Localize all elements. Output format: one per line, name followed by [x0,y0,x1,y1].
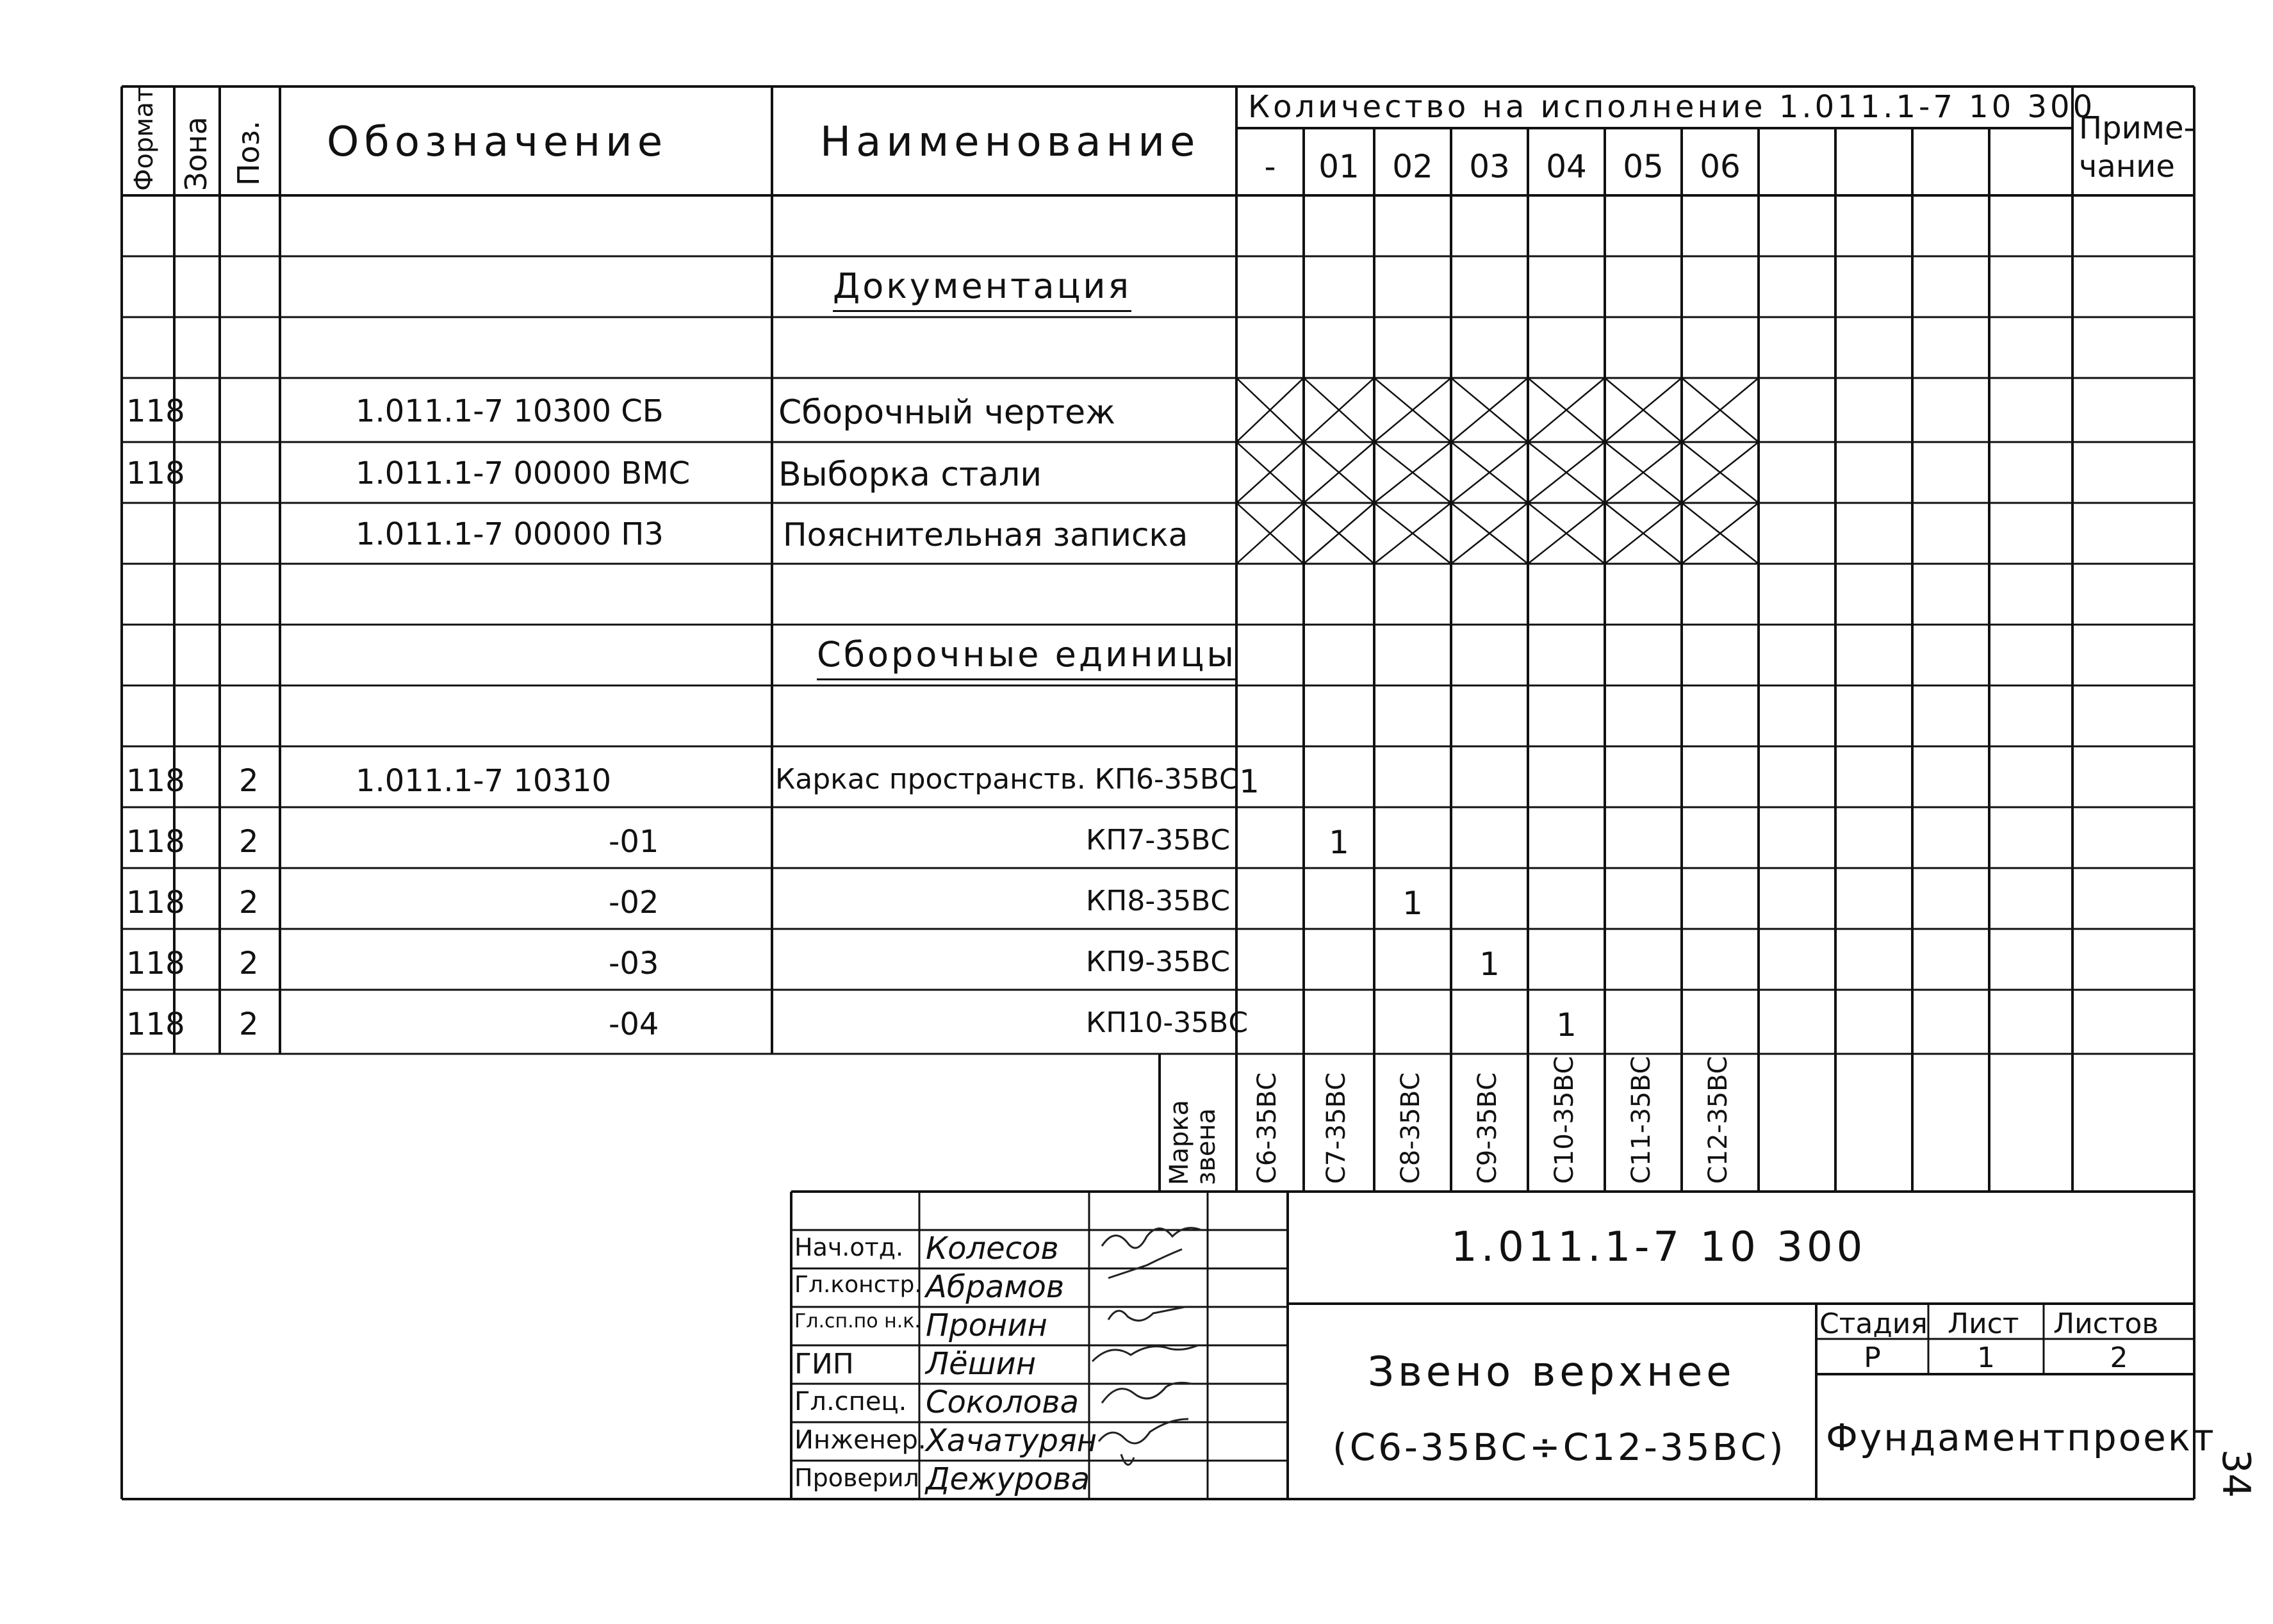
person-name: Лёшин [926,1346,1037,1382]
person-name: Хачатурян [926,1423,1097,1459]
row-format: 118 [126,824,185,860]
row-qty: 1 [1479,946,1500,983]
header-qty-title: Количество на исполнение 1.011.1-7 10 300 [1248,89,2096,125]
row-designation: 1.011.1-7 00000 ВМС [356,455,691,491]
mark-item: С11-35ВС [1627,1056,1656,1184]
section-units-title: Сборочные единицы [817,637,1236,680]
title-line-2: (С6-35ВС÷С12-35ВС) [1333,1425,1786,1469]
sheet-label: Лист [1948,1308,2019,1340]
row-format: 118 [126,885,185,921]
variant-header: 03 [1469,148,1510,185]
row-designation: -04 [609,1006,659,1042]
variant-header: 02 [1392,148,1433,185]
mark-item: С12-35ВС [1703,1056,1733,1184]
sheets-value: 2 [2110,1341,2128,1374]
header-name: Наименование [820,119,1201,166]
variant-header: - [1264,148,1276,185]
person-name: Колесов [926,1231,1059,1267]
person-role: ГИП [794,1348,854,1381]
row-pos: 2 [239,885,259,921]
person-name: Абрамов [926,1269,1065,1305]
header-note: Приме- чание [2079,110,2195,185]
header-designation: Обозначение [327,119,668,166]
mark-item: С10-35ВС [1550,1056,1579,1184]
organization-name: Фундаментпроект [1826,1416,2216,1459]
section-docs-title: Документация [833,269,1131,312]
mark-item: С6-35ВС [1252,1072,1282,1184]
person-role: Нач.отд. [794,1233,904,1261]
row-name: Выборка стали [778,455,1042,494]
header-format: Формат [129,86,159,191]
person-name: Пронин [926,1308,1047,1343]
row-name: КП8-35ВС [1086,885,1231,917]
person-name: Соколова [926,1384,1079,1420]
title-line-1: Звено верхнее [1368,1349,1736,1396]
person-role: Гл.констр. [794,1272,922,1298]
row-pos: 2 [239,946,259,981]
person-role: Гл.сп.по н.к. [794,1310,921,1333]
person-role: Инженер. [794,1425,926,1455]
row-name: Каркас пространств. КП6-35ВС [775,763,1239,796]
row-designation: -01 [609,824,659,860]
mark-item: С8-35ВС [1396,1072,1425,1184]
row-name: Пояснительная записка [783,516,1188,554]
row-name: КП7-35ВС [1086,824,1231,857]
sheet-value: 1 [1977,1341,1995,1374]
stage-value: Р [1864,1341,1881,1374]
page-number: 34 [2213,1448,2259,1498]
row-format: 118 [126,946,185,981]
sheets-label: Листов [2053,1308,2159,1340]
row-qty: 1 [1329,824,1349,861]
variant-header: 06 [1700,148,1741,185]
row-pos: 2 [239,763,259,799]
row-designation: 1.011.1-7 10300 СБ [356,393,664,429]
person-name: Дежурова [926,1461,1090,1497]
mark-item: С7-35ВС [1322,1072,1351,1184]
header-pos: Поз. [231,120,266,186]
mark-item: С9-35ВС [1473,1072,1502,1184]
marks-label: Марка звена [1165,1099,1221,1185]
row-designation: 1.011.1-7 00000 П3 [356,516,664,552]
row-designation: -02 [609,885,659,921]
variant-header: 05 [1623,148,1664,185]
variant-header: 04 [1546,148,1587,185]
row-pos: 2 [239,824,259,860]
row-name: КП9-35ВС [1086,946,1231,978]
stage-label: Стадия [1819,1308,1928,1340]
row-format: 118 [126,1006,185,1042]
row-pos: 2 [239,1006,259,1042]
row-format: 118 [126,455,185,491]
row-designation: -03 [609,946,659,981]
row-format: 118 [126,393,185,429]
row-format: 118 [126,763,185,799]
person-role: Проверил [794,1464,919,1492]
document-code: 1.011.1-7 10 300 [1451,1224,1867,1271]
header-zone: Зона [179,117,213,191]
row-name: Сборочный чертеж [778,393,1115,432]
row-qty: 1 [1556,1006,1577,1044]
row-designation: 1.011.1-7 10310 [356,763,612,799]
person-role: Гл.спец. [794,1387,907,1416]
row-qty: 1 [1402,885,1423,922]
row-qty: 1 [1239,763,1260,800]
row-name: КП10-35ВС [1086,1006,1249,1039]
variant-header: 01 [1318,148,1359,185]
